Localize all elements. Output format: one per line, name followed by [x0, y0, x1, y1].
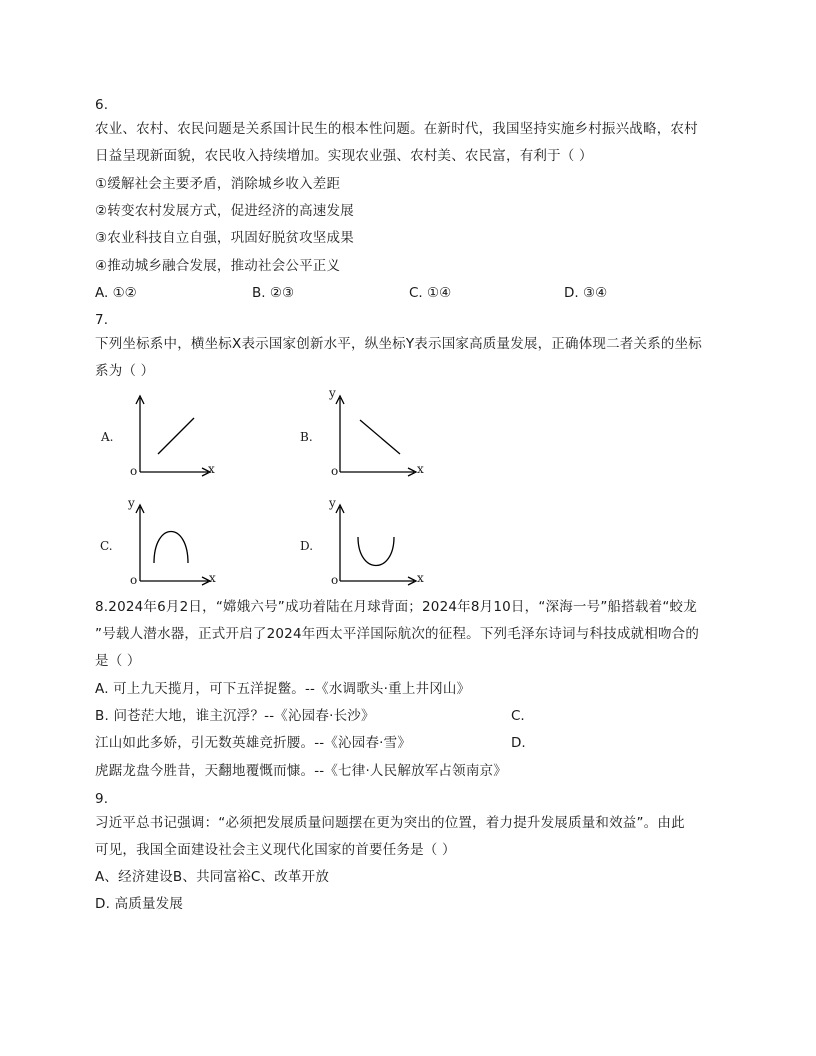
- q9-stem-line2: 可见，我国全面建设社会主义现代化国家的首要任务是（ ）: [95, 842, 456, 858]
- q9-option-d: D. 高质量发展: [95, 896, 184, 912]
- graph-c-y-label: y: [128, 496, 135, 510]
- q8-option-b: B. 问苍茫大地，谁主沉浮？--《沁园春·长沙》: [95, 708, 375, 724]
- graph-c-curve: [154, 532, 188, 564]
- graph-b-x-label: x: [417, 462, 424, 476]
- q9-options-line: A、经济建设B、共同富裕C、改革开放: [95, 869, 330, 885]
- graph-b-origin: o: [331, 464, 339, 478]
- q8-option-d-text: 虎踞龙盘今胜昔，天翻地覆慨而慷。--《七律·人民解放军占领南京》: [95, 763, 507, 779]
- q6-item-2: ②转变农村发展方式，促进经济的高速发展: [95, 203, 354, 219]
- q9-number: 9.: [95, 791, 109, 807]
- graph-a-x-label: x: [208, 462, 215, 476]
- graph-b: [328, 392, 428, 482]
- graph-d-svg: [328, 501, 428, 591]
- graph-d: [328, 501, 428, 591]
- graph-b-label: B.: [300, 430, 313, 444]
- graph-b-y-label: y: [329, 386, 336, 400]
- q8-option-c-text: 江山如此多娇，引无数英雄竞折腰。--《沁园春·雪》: [95, 735, 412, 751]
- q8-stem-line3: 是（ ）: [95, 653, 141, 669]
- q6-item-1: ①缓解社会主要矛盾，消除城乡收入差距: [95, 176, 341, 192]
- graph-a-curve: [158, 418, 194, 454]
- q8-option-a: A. 可上九天揽月，可下五洋捉鳖。--《水调歌头·重上井冈山》: [95, 681, 471, 697]
- q9-stem-line1: 习近平总书记强调：“必须把发展质量问题摆在更为突出的位置，着力提升发展质量和效益”。由此: [95, 815, 685, 831]
- graph-c-origin: o: [130, 573, 138, 587]
- q8-stem-line2: ”号载人潜水器，正式开启了2024年西太平洋国际航次的征程。下列毛泽东诗词与科技成就相吻合的: [95, 626, 700, 642]
- graph-d-label: D.: [300, 539, 314, 553]
- graph-d-curve: [358, 537, 394, 566]
- q6-choice-b: B. ②③: [252, 285, 295, 301]
- graph-a-origin: o: [130, 464, 138, 478]
- q8-option-c-label: C.: [511, 708, 525, 724]
- q7-stem-line1: 下列坐标系中，横坐标X表示国家创新水平，纵坐标Y表示国家高质量发展，正确体现二者关系的坐标: [95, 336, 702, 352]
- graph-c-x-label: x: [209, 571, 216, 585]
- q6-item-4: ④推动城乡融合发展，推动社会公平正义: [95, 258, 341, 274]
- graph-d-y-label: y: [329, 496, 336, 510]
- graph-a-label: A.: [101, 430, 114, 444]
- q6-item-3: ③农业科技自立自强，巩固好脱贫攻坚成果: [95, 230, 354, 246]
- graph-d-x-label: x: [417, 571, 424, 585]
- q6-choice-d: D. ③④: [564, 285, 608, 301]
- q7-stem-line2: 系为（ ）: [95, 363, 155, 379]
- graph-c-label: C.: [100, 539, 113, 553]
- q6-stem-line1: 农业、农村、农民问题是关系国计民生的根本性问题。在新时代，我国坚持实施乡村振兴战略，农村: [95, 121, 698, 137]
- q6-number: 6.: [95, 97, 109, 113]
- graph-b-curve: [360, 420, 400, 454]
- q7-number: 7.: [95, 312, 109, 328]
- graph-d-origin: o: [331, 573, 339, 587]
- q6-choice-a: A. ①②: [95, 285, 137, 301]
- q6-choice-c: C. ①④: [409, 285, 452, 301]
- q6-stem-line2: 日益呈现新面貌，农民收入持续增加。实现农业强、农村美、农民富，有利于（ ）: [95, 148, 593, 164]
- graph-b-svg: [328, 392, 428, 482]
- q8-stem-line1: 8.2024年6月2日，“嫦娥六号”成功着陆在月球背面；2024年8月10日，“深海一号”船搭载着“蛟龙: [95, 599, 697, 615]
- q8-option-d-label: D.: [511, 735, 526, 751]
